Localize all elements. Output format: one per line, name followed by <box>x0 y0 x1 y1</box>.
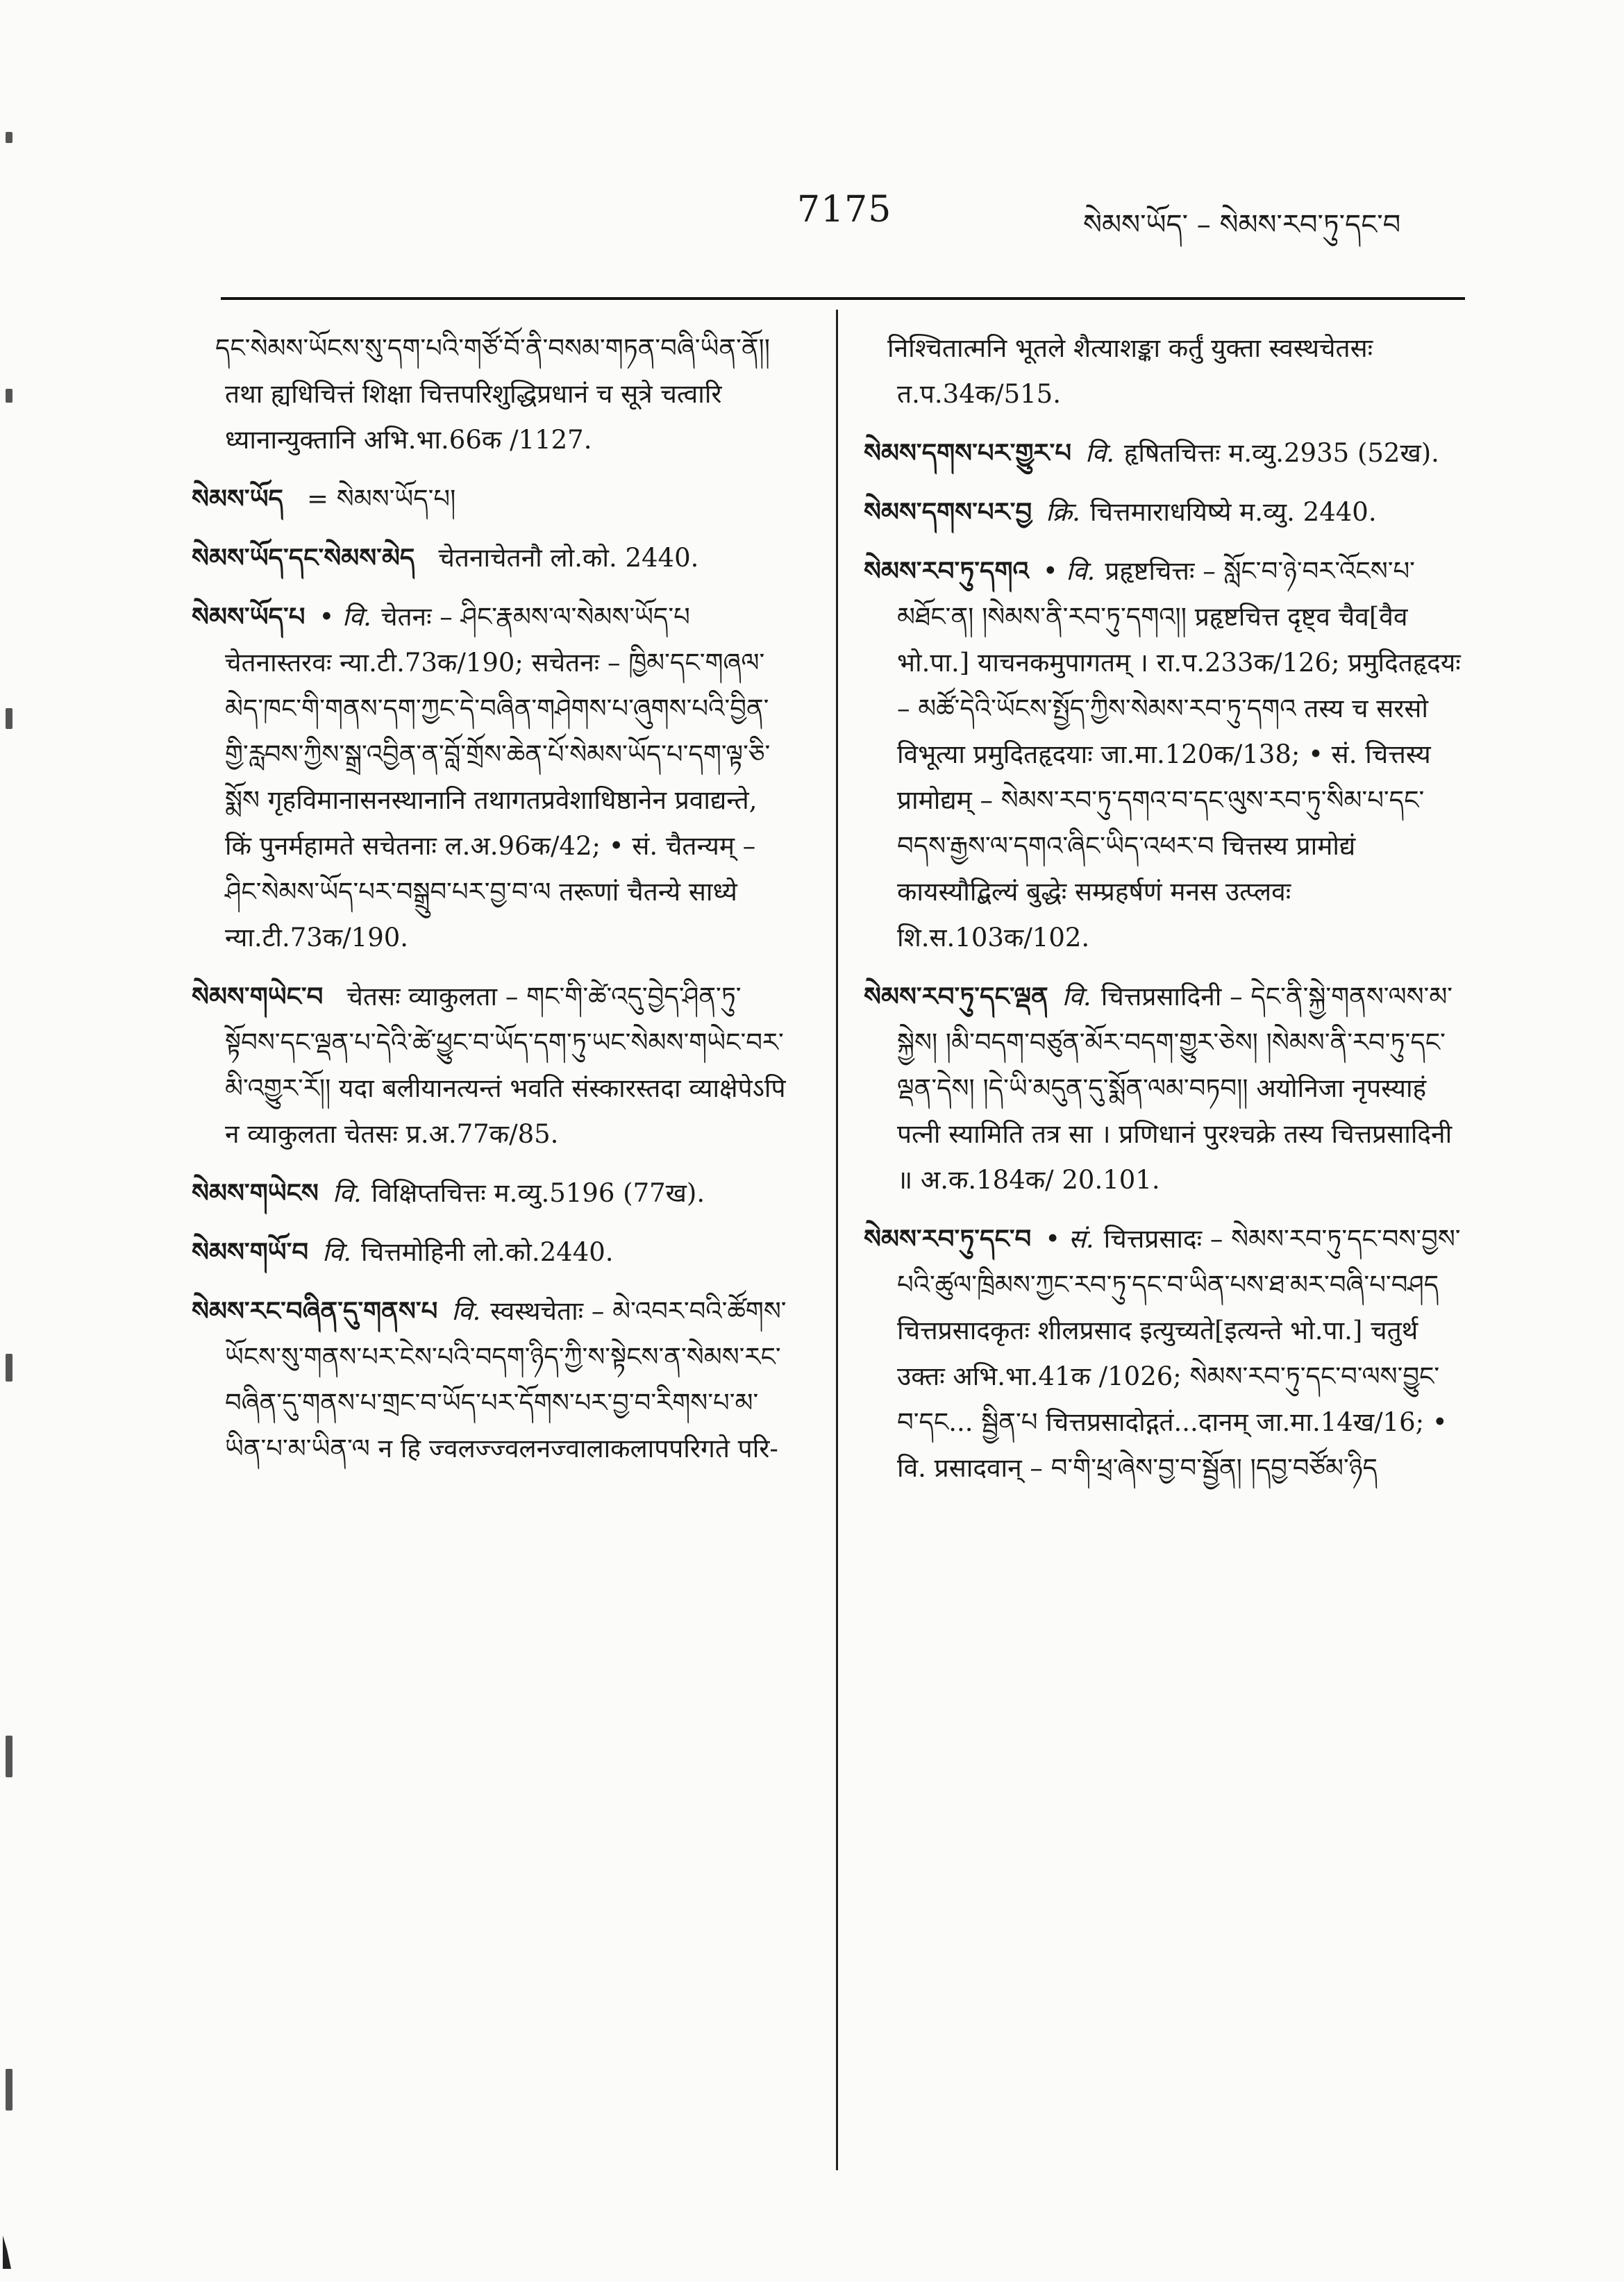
entry-text: निश्चितात्मनि भूतले शैत्याशङ्का कर्तुं युक्ता स्वस्थचेतसः त.प.34क/515. <box>887 333 1373 409</box>
scan-artifact <box>6 1354 12 1382</box>
entry-text: चित्तमाराधयिष्ये म.व्यु. 2440. <box>1089 497 1377 527</box>
entry-grammar: वि. <box>1062 982 1091 1012</box>
dictionary-entry <box>864 548 1461 961</box>
entry-headword: སེམས་རབ་ཏུ་དང་ལྡན <box>864 981 1048 1012</box>
entry-grammar: • वि. <box>1042 556 1096 586</box>
entry-headword: སེམས་རང་བཞིན་དུ་གནས་པ <box>192 1295 438 1326</box>
dictionary-entry <box>192 973 789 1157</box>
dictionary-entry <box>192 1288 789 1472</box>
column-divider <box>836 310 838 2170</box>
entry-headword: སེམས་གཡེངས <box>192 1177 319 1208</box>
entry-headword: སེམས་རབ་ཏུ་དང་བ <box>864 1223 1032 1254</box>
entry-headword: སེམས་ཡོད་དང་སེམས་མེད <box>192 542 415 573</box>
entry-text: དང་སེམས་ཡོངས་སུ་དག་པའི་གཙོ་བོ་ནི་བསམ་གཏན་བཞི་ཡིན་ནོ།། तथा ह्यधिचित्तं शिक्षा चित्तपरिशुद्धिप्रधानं च सूत्रे चत्वारि ध्यानान्युक्तानि अभि.भा.66क /1127. <box>215 333 770 455</box>
entry-grammar: वि. <box>332 1178 362 1208</box>
dictionary-entry <box>864 973 1461 1203</box>
page-number: 7175 <box>797 189 892 230</box>
entry-grammar: वि. <box>322 1237 351 1267</box>
scan-artifact <box>6 389 12 403</box>
entry-text: चित्तप्रसादिनी – དེང་ནི་སྐྱེ་གནས་ལས་མ་སྐྱེས། །མི་བདག་བཙུན་མོར་བདག་གྱུར་ཅེས། །སེམས་ནི་རབ་ཏུ་དང་ལྡན་དེས། །དེ་ཡི་མདུན་དུ་སྨོན་ལམ་བཏབ།། अयोनिजा नृपस्याहं पत्नी स्यामिति तत्र सा । प्रणिधानं पुरश्चक्रे तस्य चित्तप्रसादिनी ॥ अ.क.184क/ 20.101. <box>897 982 1453 1195</box>
entry-headword: སེམས་གཡོ་བ <box>192 1236 309 1267</box>
entry-text: हृषितचित्तः म.व्यु.2935 (52ख). <box>1123 438 1439 468</box>
entry-grammar: वि. <box>451 1296 481 1326</box>
entry-headword: སེམས་རབ་ཏུ་དགའ <box>864 555 1029 586</box>
left-column <box>192 325 789 1484</box>
binding-corner-mark <box>0 2229 42 2270</box>
dictionary-entry <box>192 535 789 581</box>
entry-text: चेतसः व्याकुलता – གང་གི་ཚེ་འདུ་བྱེད་ཤིན་ཏུ་སྟོབས་དང་ལྡན་པ་དེའི་ཚེ་ཕྱུང་བ་ཡོད་དག་ཏུ་ཡང་སེམས་གཡེང་བར་མི་འགྱུར་རོ།། यदा बलीयानत्यन्तं भवति संस्कारस्तदा व्याक्षेपेऽपि न व्याकुलता चेतसः प्र.अ.77क/85. <box>225 982 786 1149</box>
header-rule <box>221 297 1465 300</box>
entry-text: चेतनाचेतनौ लो.को. 2440. <box>438 543 699 573</box>
scan-artifact <box>6 708 12 729</box>
entry-headword: སེམས་ཡོད <box>192 483 283 514</box>
entry-headword: སེམས་དགས་པར་གྱུར་པ <box>864 437 1072 468</box>
entry-headword: སེམས་གཡེང་བ <box>192 981 324 1012</box>
dictionary-entry <box>864 430 1461 476</box>
dictionary-entry <box>192 594 789 961</box>
dictionary-entry <box>864 325 1461 417</box>
scan-artifact <box>6 2069 12 2111</box>
entry-grammar: क्रि. <box>1046 497 1080 527</box>
entry-text: स्वस्थचेताः – མེ་འབར་བའི་ཚོགས་ཡོངས་སུ་གནས་པར་ངེས་པའི་བདག་ཉིད་ཀྱི་ས་སྟེངས་ན་སེམས་རང་བཞིན་དུ་གནས་པ་གྲང་བ་ཡོད་པར་དོགས་པར་བྱ་བ་རིགས་པ་མ་ཡིན་པ་མ་ཡིན་ལ न हि ज्वलज्ज्वलनज्वालाकलापपरिगते परि- <box>225 1296 787 1463</box>
dictionary-entry <box>192 476 789 522</box>
right-column <box>864 325 1461 1504</box>
dictionary-entry <box>864 489 1461 535</box>
entry-grammar: • सं. <box>1045 1224 1094 1254</box>
dictionary-entry <box>192 1229 789 1275</box>
entry-text: विक्षिप्तचित्तः म.व्यु.5196 (77ख). <box>371 1178 705 1208</box>
scan-artifact <box>6 1736 12 1777</box>
entry-text: = སེམས་ཡོད་པ། <box>306 484 456 514</box>
entry-grammar: वि. <box>1085 438 1114 468</box>
entry-headword: སེམས་ཡོད་པ <box>192 601 305 632</box>
entry-text: चेतनः – ཤིང་རྣམས་ལ་སེམས་ཡོད་པ चेतनास्तरवः न्या.टी.73क/190; सचेतनः – ཁྱིམ་དང་གཞལ་མེད་ཁང་གི་གནས་དག་ཀྱང་དེ་བཞིན་གཤེགས་པ་ཞུགས་པའི་བྱིན་གྱི་རླབས་ཀྱིས་སྒྲ་འབྱིན་ན་བློ་གྲོས་ཆེན་པོ་སེམས་ཡོད་པ་དག་ལྟ་ཅི་སྨོས गृहविमानासनस्थानानि तथागतप्रवेशाधिष्ठानेन प्रवाद्यन्ते, किं पुनर्महामते सचेतनाः ल.अ.96क/42; • सं. चैतन्यम् – ཤིང་སེམས་ཡོད་པར་བསྒྲུབ་པར་བྱ་བ་ལ तरूणां चैतन्ये साध्ये न्या.टी.73क/190. <box>225 602 771 953</box>
dictionary-entry <box>192 325 789 463</box>
entry-text: प्रहृष्टचित्तः – སློང་བ་ཉེ་བར་འོངས་པ་མཐོང་ན། །སེམས་ནི་རབ་ཏུ་དགའ།། प्रहृष्टचित्त दृष्ट्व चैव[वैव भो.पा.] याचनकमुपागतम् । रा.प.233क/126; प्रमुदितहृदयः – མཚོ་དེའི་ཡོངས་སྤྱོད་ཀྱིས་སེམས་རབ་ཏུ་དགའ तस्य च सरसो विभूत्या प्रमुदितहृदयाः जा.मा.120क/138; • सं. चित्तस्य प्रामोद्यम् – སེམས་རབ་ཏུ་དགའ་བ་དང་ལུས་རབ་ཏུ་སིམ་པ་དང་བདས་རྒྱས་ལ་དགའ་ཞིང་ཡིད་འཕར་བ चित्तस्य प्रामोद्यं कायस्यौद्बिल्यं बुद्धेः सम्प्रहर्षणं मनस उत्प्लवः शि.स.103क/102. <box>897 556 1461 953</box>
entry-text: चित्तमोहिनी लो.को.2440. <box>360 1237 614 1267</box>
running-head: སེམས་ཡོད་ – སེམས་རབ་ཏུ་དང་བ <box>1083 209 1401 241</box>
dictionary-entry <box>864 1216 1461 1491</box>
entry-text: चित्तप्रसादः – སེམས་རབ་ཏུ་དང་བས་བྱས་པའི་ཚུལ་ཁྲིམས་ཀྱང་རབ་ཏུ་དང་བ་ཡིན་པས་ཐ་མར་བཞི་པ་བཤད चित्तप्रसादकृतः शीलप्रसाद इत्युच्यते[इत्यन्ते भो.पा.] चतुर्थ उक्तः अभि.भा.41क /1026; སེམས་རབ་ཏུ་དང་བ་ལས་བྱུང་བ་དང... སྦྱིན་པ चित्तप्रसादोद्गतं...दानम् जा.मा.14ख/16; • वि. प्रसादवान् – བ་གི་ཕྲ་ཞེས་བྱ་བ་སྦྱོན། །དབྱ་བཙོམ་ཉིད <box>897 1224 1461 1483</box>
dictionary-entry <box>192 1170 789 1216</box>
entry-grammar: • वि. <box>319 602 371 632</box>
entry-headword: སེམས་དགས་པར་བྱ <box>864 496 1032 527</box>
scan-artifact <box>6 132 12 143</box>
